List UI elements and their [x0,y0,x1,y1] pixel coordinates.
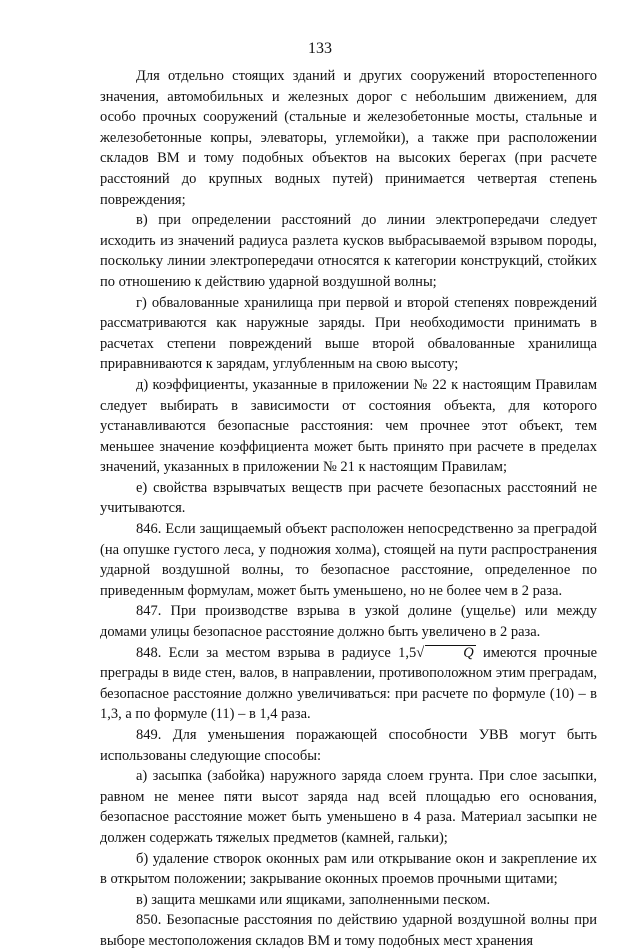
paragraph-item-g: г) обвалованные хранилища при первой и второй степенях повреждений рассматриваются как наружные заряды. При необходимости принимать в расчетах степени повреждений выше второй обвалованные хранилища приравниваются к зарядам, углубленным на свою высоту; [100,294,597,373]
document-body [100,66,597,952]
paragraph-846: 846. Если защищаемый объект расположен непосредственно за преградой (на опушке густого леса, у подножия холма), стоящей на пути распространения ударной воздушной волны, то безопасное расстояние, определенное по приведенным формулам, может быть уменьшено, но не более чем в 2 раза. [100,521,597,599]
paragraph-848-rest: имеются прочные преграды в виде стен, валов, в направлении, противоположном этим преградам, безопасное расстояние должно увеличиваться: при расчете по формуле (10) – в 1,3, а по формуле (11) – в 1,4 раза. [100,644,598,723]
paragraph-847: 847. При производстве взрыва в узкой долине (ущелье) или между домами улицы безопасное расстояние должно быть увеличено в 2 раза. [100,603,597,641]
paragraph-848 [100,643,597,725]
paragraph-item-v2: в) защита мешками или ящиками, заполненными песком. [136,891,491,908]
paragraph-item-v: в) при определении расстояний до линии электропередачи следует исходить из значений радиуса разлета кусков выбрасываемой взрывом породы, поскольку линии электропередачи относятся к категории конструкций, стойких по отношению к действию ударной воздушной волны; [100,212,597,290]
sqrt-q: Q [425,645,475,660]
paragraph-849: 849. Для уменьшения поражающей способности УВВ могут быть использованы следующие способы: [100,727,597,764]
paragraph-item-e: е) свойства взрывчатых веществ при расчете безопасных расстояний не учитываются. [100,479,597,517]
page-number: 133 [308,40,332,57]
sqrt-symbol: √ [416,644,425,661]
paragraph-item-b: б) удаление створок оконных рам или открывание окон и закрепление их в открытом положении; закрывание оконных проемов прочными щитами; [100,850,597,888]
paragraph-item-a: а) засыпка (забойка) наружного заряда слоем грунта. При слое засыпки, равном не менее пяти высот заряда над всей площадью его основания, безопасное расстояние может быть уменьшено в 4 раза. Материал засыпки не должен содержать тяжелых предметов (камней, гальки); [100,768,597,846]
paragraph-item-d: д) коэффициенты, указанные в приложении № 22 к настоящим Правилам следует выбирать в зависимости от состояния объекта, для которого устанавливаются безопасные расстояния: чем прочнее этот объект, тем меньшее значение коэффициента может быть принято при расчете в пределах значений, указанных в приложении № 21 к настоящим Правилам; [100,376,597,476]
paragraph-850: 850. Безопасные расстояния по действию ударной воздушной волны при выборе местоположения складов ВМ и тому подобных мест хранения [100,912,597,949]
paragraph-fourth-degree: Для отдельно стоящих зданий и других сооружений второстепенного значения, автомобильных и железных дорог с небольшим движением, для особо прочных сооружений (стальные и железобетонные мосты, стальные и железобетонные копры, элеваторы, углемойки), а также при расположении складов ВМ и тому подобных объектов на высоких берегах (при расчете расстояний до крупных водных путей) принимается четвертая степень повреждения; [100,68,597,208]
paragraph-848-start: 848. Если за местом взрыва в радиусе 1,5 [136,644,417,661]
